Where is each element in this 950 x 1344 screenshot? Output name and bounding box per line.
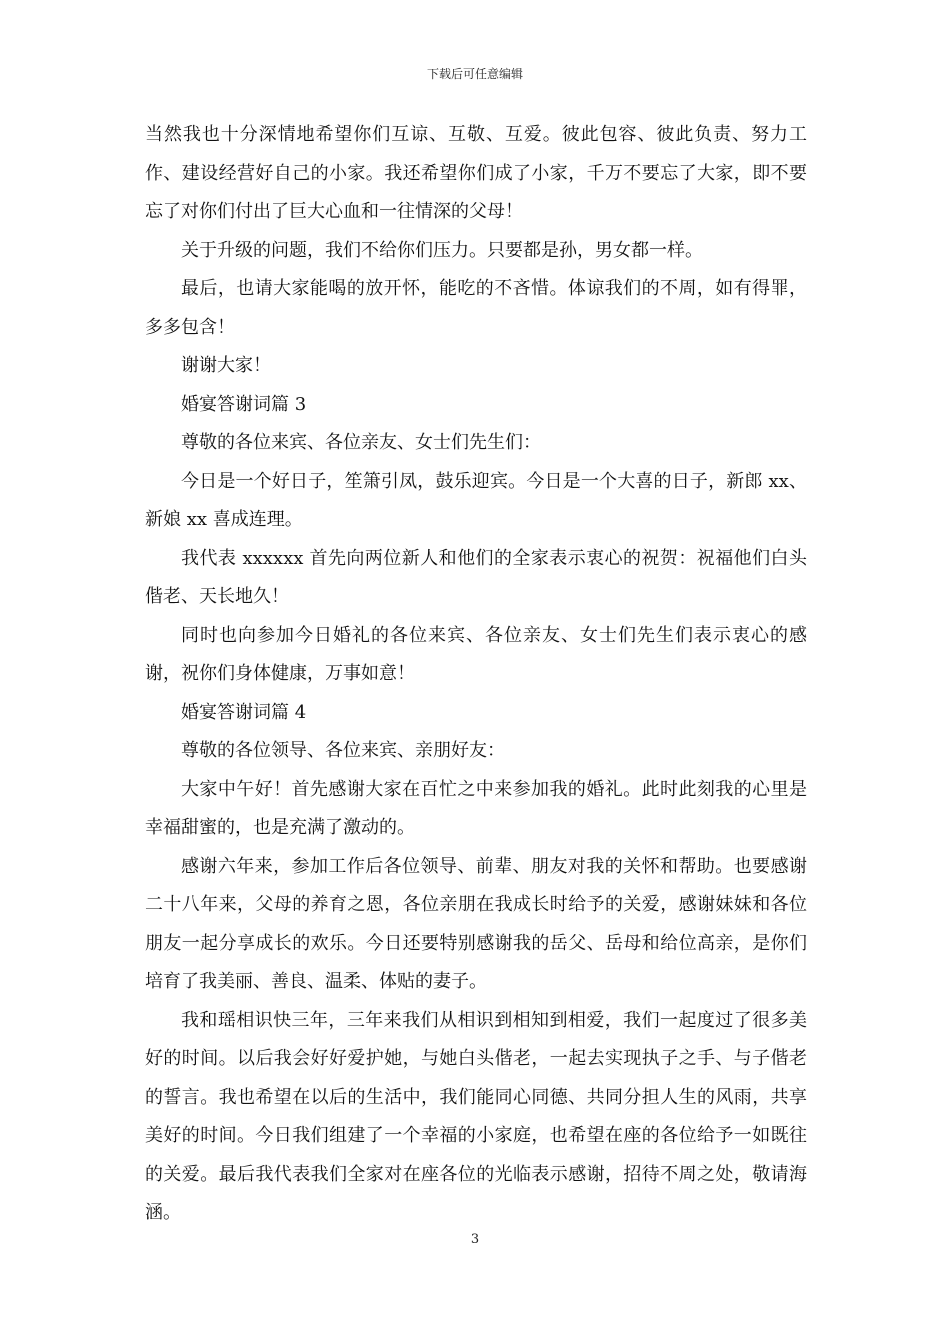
salutation: 尊敬的各位领导、各位来宾、亲朋好友： [181, 740, 505, 761]
paragraph: 当然我也十分深情地希望你们互谅、互敬、互爱。彼此包容、彼此负责、努力工作、建设经营好自己的小家。我还希望你们成了小家，千万不要忘了大家，即不要忘了对你们付出了巨大心血和一往情深的父母！ [145, 124, 807, 222]
paragraph: 我代表 xxxxxx 首先向两位新人和他们的全家表示衷心的祝贺：祝福他们白头偕老、天长地久！ [145, 547, 807, 607]
section-heading: 婚宴答谢词篇 4 [181, 701, 307, 723]
salutation: 尊敬的各位来宾、各位亲友、女士们先生们： [181, 432, 541, 453]
page-header: 下载后可任意编辑 [426, 67, 523, 81]
paragraph: 今日是一个好日子，笙箫引凤，鼓乐迎宾。今日是一个大喜的日子，新郎 xx、新娘 xx 喜成连理。 [145, 470, 807, 530]
paragraph: 谢谢大家！ [181, 355, 271, 376]
page-number: 3 [470, 1232, 480, 1247]
paragraph: 感谢六年来，参加工作后各位领导、前辈、朋友对我的关怀和帮助。也要感谢二十八年来，父母的养育之恩，各位亲朋在我成长时给予的关爱，感谢妹妹和各位朋友一起分享成长的欢乐。今日还要特别感谢我的岳父、岳母和给位高亲，是你们培育了我美丽、善良、温柔、体贴的妻子。 [145, 855, 807, 992]
paragraph: 关于升级的问题，我们不给你们压力。只要都是孙，男女都一样。 [181, 239, 703, 261]
paragraph: 大家中午好！首先感谢大家在百忙之中来参加我的婚礼。此时此刻我的心里是幸福甜蜜的，也是充满了激动的。 [145, 778, 807, 838]
paragraph: 最后，也请大家能喝的放开怀，能吃的不吝惜。体谅我们的不周，如有得罪，多多包含！ [145, 278, 807, 338]
section-heading: 婚宴答谢词篇 3 [181, 393, 307, 415]
paragraph: 我和瑶相识快三年，三年来我们从相识到相知到相爱，我们一起度过了很多美好的时间。以后我会好好爱护她，与她白头偕老，一起去实现执子之手、与子偕老的誓言。我也希望在以后的生活中，我们能同心同德、共同分担人生的风雨，共享美好的时间。今日我们组建了一个幸福的小家庭，也希望在座的各位给予一如既往的关爱。最后我代表我们全家对在座各位的光临表示感谢，招待不周之处，敬请海涵。 [145, 1009, 807, 1223]
paragraph: 同时也向参加今日婚礼的各位来宾、各位亲友、女士们先生们表示衷心的感谢，祝你们身体健康，万事如意！ [145, 624, 807, 684]
document-body [145, 116, 807, 1233]
